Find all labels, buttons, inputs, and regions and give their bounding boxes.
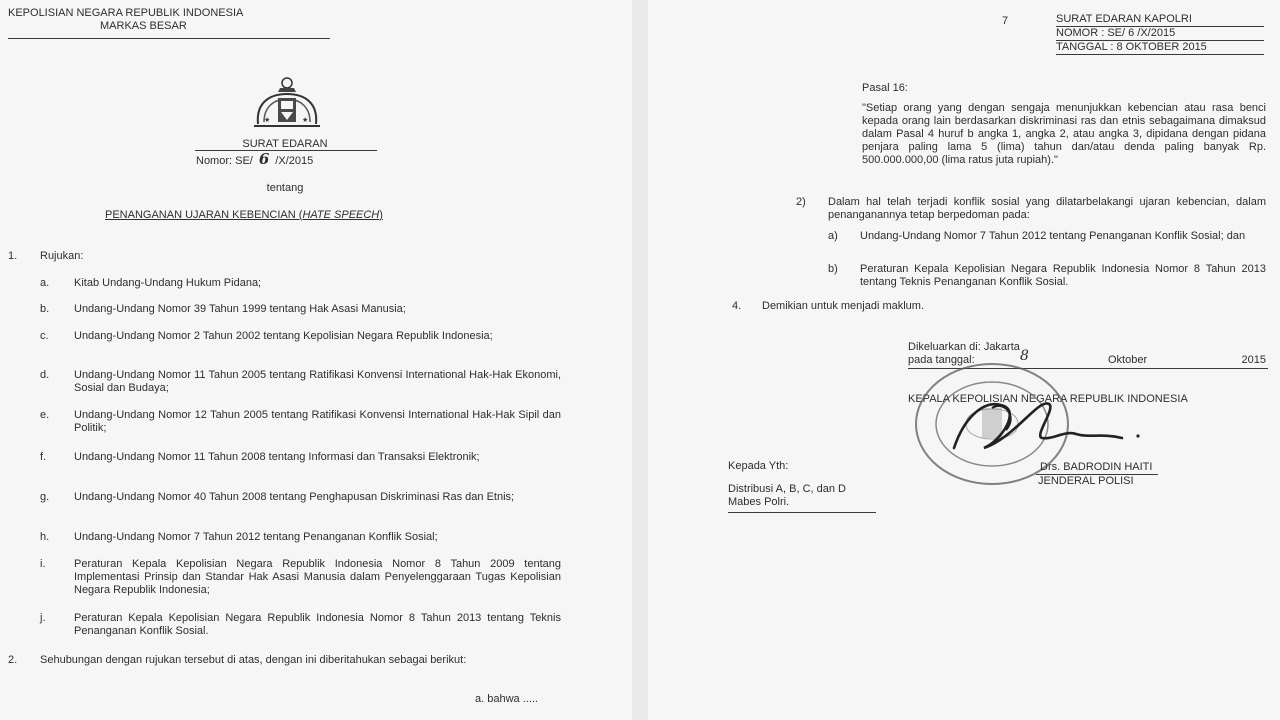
rujukan-j-letter: j. (40, 612, 46, 624)
police-emblem-icon (250, 74, 324, 130)
section-4-number: 4. (732, 300, 742, 312)
distribution-line-2: Mabes Polri. (728, 496, 790, 508)
rujukan-b-letter: b. (40, 303, 50, 315)
rujukan-c-letter: c. (40, 330, 49, 342)
rujukan-g-letter: g. (40, 491, 50, 503)
handwritten-signature-icon (944, 378, 1144, 468)
continuation-marker: a. bahwa ..... (475, 693, 538, 705)
header-rule (8, 38, 330, 39)
rujukan-h-text: Undang-Undang Nomor 7 Tahun 2012 tentang Penanganan Konflik Sosial; (74, 531, 438, 543)
subitem-a-letter: a) (828, 230, 838, 242)
issued-date-label: pada tanggal: (908, 354, 975, 366)
section-1-title: Rujukan: (40, 250, 84, 262)
issued-at: Dikeluarkan di: Jakarta (908, 341, 1020, 353)
title-underline (195, 150, 377, 151)
page-number: 7 (1002, 15, 1009, 27)
document-page-right (648, 0, 1280, 720)
section-2-number: 2. (8, 654, 18, 666)
subitem-b-text: Peraturan Kepala Kepolisian Negara Republik Indonesia Nomor 8 Tahun 2013 tentang Teknis Penanganan Konflik Sosial. (860, 263, 1266, 288)
rujukan-i-letter: i. (40, 558, 46, 570)
reference-date: TANGGAL : 8 OKTOBER 2015 (1056, 41, 1207, 53)
rujukan-e-text: Undang-Undang Nomor 12 Tahun 2005 tentang Ratifikasi Konvensi International Hak-Hak Sipil dan Politik; (74, 409, 561, 434)
reference-title: SURAT EDARAN KAPOLRI (1056, 13, 1192, 25)
rujukan-c-text: Undang-Undang Nomor 2 Tahun 2002 tentang Kepolisian Negara Republik Indonesia; (74, 330, 493, 342)
rujukan-g-text: Undang-Undang Nomor 40 Tahun 2008 tentang Penghapusan Diskriminasi Ras dan Etnis; (74, 491, 515, 503)
rujukan-e-letter: e. (40, 409, 50, 421)
section-1-number: 1. (8, 250, 18, 262)
item-2-text: Dalam hal telah terjadi konflik sosial yang dilatarbelakangi ujaran kebencian, dalam penanganannya tetap berpedoman pada: (828, 196, 1266, 221)
rujukan-f-text: Undang-Undang Nomor 11 Tahun 2008 tentang Informasi dan Transaksi Elektronik; (74, 451, 480, 463)
issued-date-month: Oktober (1108, 354, 1148, 366)
rujukan-d-text: Undang-Undang Nomor 11 Tahun 2005 tentang Ratifikasi Konvensi International Hak-Hak Ekonomi, Sosial dan Budaya; (74, 369, 561, 394)
rujukan-h-letter: h. (40, 531, 50, 543)
rujukan-d-letter: d. (40, 369, 50, 381)
section-4-text: Demikian untuk menjadi maklum. (762, 300, 925, 312)
svg-text:★: ★ (264, 116, 271, 124)
rujukan-j-text: Peraturan Kepala Kepolisian Negara Republik Indonesia Nomor 8 Tahun 2013 tentang Teknis Penanganan Konflik Sosial. (74, 612, 561, 637)
section-2-text: Sehubungan dengan rujukan tersebut di atas, dengan ini diberitahukan sebagai berikut: (40, 654, 467, 666)
rujukan-b-text: Undang-Undang Nomor 39 Tahun 1999 tentang Hak Asasi Manusia; (74, 303, 406, 315)
distribution-rule (728, 512, 876, 513)
rujukan-a-text: Kitab Undang-Undang Hukum Pidana; (74, 277, 262, 289)
pasal-title: Pasal 16: (862, 82, 908, 94)
issued-date-year: 2015 (1241, 354, 1266, 366)
document-number: Nomor: SE/ 6 /X/2015 (196, 150, 314, 168)
issued-date-day: 8 (1020, 348, 1029, 364)
header-institution: KEPOLISIAN NEGARA REPUBLIK INDONESIA (8, 7, 244, 19)
rujukan-i-text: Peraturan Kepala Kepolisian Negara Republik Indonesia Nomor 8 Tahun 2009 tentang Implementasi Prinsip dan Standar Hak Asasi Manusia dalam Penyelenggaraan Tugas Kepolisian Negara Republik Indonesia; (74, 558, 561, 596)
document-subject: PENANGANAN UJARAN KEBENCIAN (HATE SPEECH) (105, 209, 383, 221)
tentang-label: tentang (266, 182, 304, 194)
distribution-line-1: Distribusi A, B, C, dan D (728, 483, 846, 495)
signer-rank: JENDERAL POLISI (1038, 475, 1134, 487)
document-page-left (0, 0, 632, 720)
header-subunit: MARKAS BESAR (100, 20, 187, 32)
signer-name: Drs. BADRODIN HAITI (1040, 461, 1153, 473)
signer-organization: KEPALA KEPOLISIAN NEGARA REPUBLIK INDONESIA (908, 393, 1188, 405)
item-2-number: 2) (796, 196, 806, 208)
subitem-a-text: Undang-Undang Nomor 7 Tahun 2012 tentang Penanganan Konflik Sosial; dan (860, 230, 1246, 242)
reference-rule-3 (1056, 54, 1264, 55)
document-title: SURAT EDARAN (242, 138, 328, 150)
rujukan-f-letter: f. (40, 451, 47, 463)
subitem-b-letter: b) (828, 263, 838, 275)
rujukan-a-letter: a. (40, 277, 50, 289)
reference-number: NOMOR : SE/ 6 /X/2015 (1056, 27, 1176, 39)
pasal-quote: "Setiap orang yang dengan sengaja menunjukkan kebencian atau rasa benci kepada orang lain berdasarkan diskriminasi ras dan etnis sebagaimana dimaksud dalam Pasal 4 huruf b angka 1, angka 2, atau angka 3, dipidana dengan pidana penjara paling lama 5 (lima) tahun dan/atau denda paling banyak Rp. 500.000.000,00 (lima ratus juta rupiah)." (862, 102, 1266, 166)
recipient-label: Kepada Yth: (728, 460, 789, 472)
svg-text:★: ★ (302, 116, 309, 124)
